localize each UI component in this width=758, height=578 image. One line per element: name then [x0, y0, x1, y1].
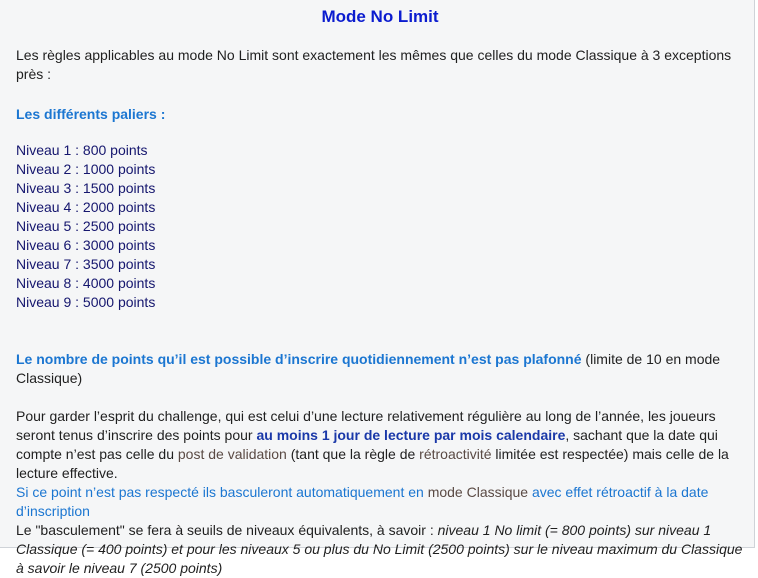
daily-limit-highlight: Le nombre de points qu’il est possible d’inscrire quotidiennement n’est pas plafonné: [16, 351, 582, 367]
list-item: Niveau 3 : 1500 points: [16, 180, 156, 196]
warning-text: Si ce point n’est pas respecté ils basculeront automatiquement en: [16, 484, 428, 500]
validation-post-term: post de validation: [177, 446, 287, 462]
list-item: Niveau 7 : 3500 points: [16, 256, 156, 272]
list-item: Niveau 8 : 4000 points: [16, 275, 156, 291]
warning-paragraph: [16, 483, 744, 521]
warning-text: avec effet rétroactif à la date d’inscription: [16, 484, 709, 519]
bascule-thresholds: niveau 1 No limit (= 800 points) sur niveau 1 Classique (= 400 points) et pour les niveaux 5 ou plus du No Limit (2500 points) sur le niveau maximum du Classique à savoir le niveau 7 (2500 points): [16, 522, 743, 576]
challenge-text: , sachant que la date qui compte n’est pas celle du: [16, 427, 718, 462]
paliers-heading: Les différents paliers :: [16, 106, 166, 122]
challenge-paragraph: [16, 407, 744, 483]
rules-content: [16, 6, 744, 578]
page-title: Mode No Limit: [321, 7, 439, 26]
list-item: Niveau 2 : 1000 points: [16, 161, 156, 177]
monthly-requirement: au moins 1 jour de lecture par mois calendaire: [256, 427, 566, 443]
list-item: Niveau 4 : 2000 points: [16, 199, 156, 215]
bascule-paragraph: [16, 521, 744, 578]
list-item: Niveau 5 : 2500 points: [16, 218, 156, 234]
list-item: Niveau 1 : 800 points: [16, 142, 148, 158]
retroactivity-term: rétroactivité: [419, 446, 492, 462]
daily-limit-note: (limite de 10 en mode Classique): [16, 351, 721, 386]
levels-list: [16, 141, 744, 312]
intro-text: Les règles applicables au mode No Limit sont exactement les mêmes que celles du mode Classique à 3 exceptions près :: [16, 47, 732, 82]
challenge-text: limitée est respectée) mais celle de la lecture effective.: [16, 446, 729, 481]
challenge-text: (tant que la règle de: [286, 446, 420, 462]
daily-limit-paragraph: [16, 350, 744, 388]
list-item: Niveau 9 : 5000 points: [16, 294, 156, 310]
classic-mode-term: mode Classique: [427, 484, 529, 500]
challenge-text: Pour garder l’esprit du challenge, qui est celui d’une lecture relativement régulière au long de l’année, les joueurs seront tenus d’inscrire des points pour: [16, 408, 716, 443]
bascule-text: Le "basculement" se fera à seuils de niveaux équivalents, à savoir :: [16, 522, 438, 538]
list-item: Niveau 6 : 3000 points: [16, 237, 156, 253]
